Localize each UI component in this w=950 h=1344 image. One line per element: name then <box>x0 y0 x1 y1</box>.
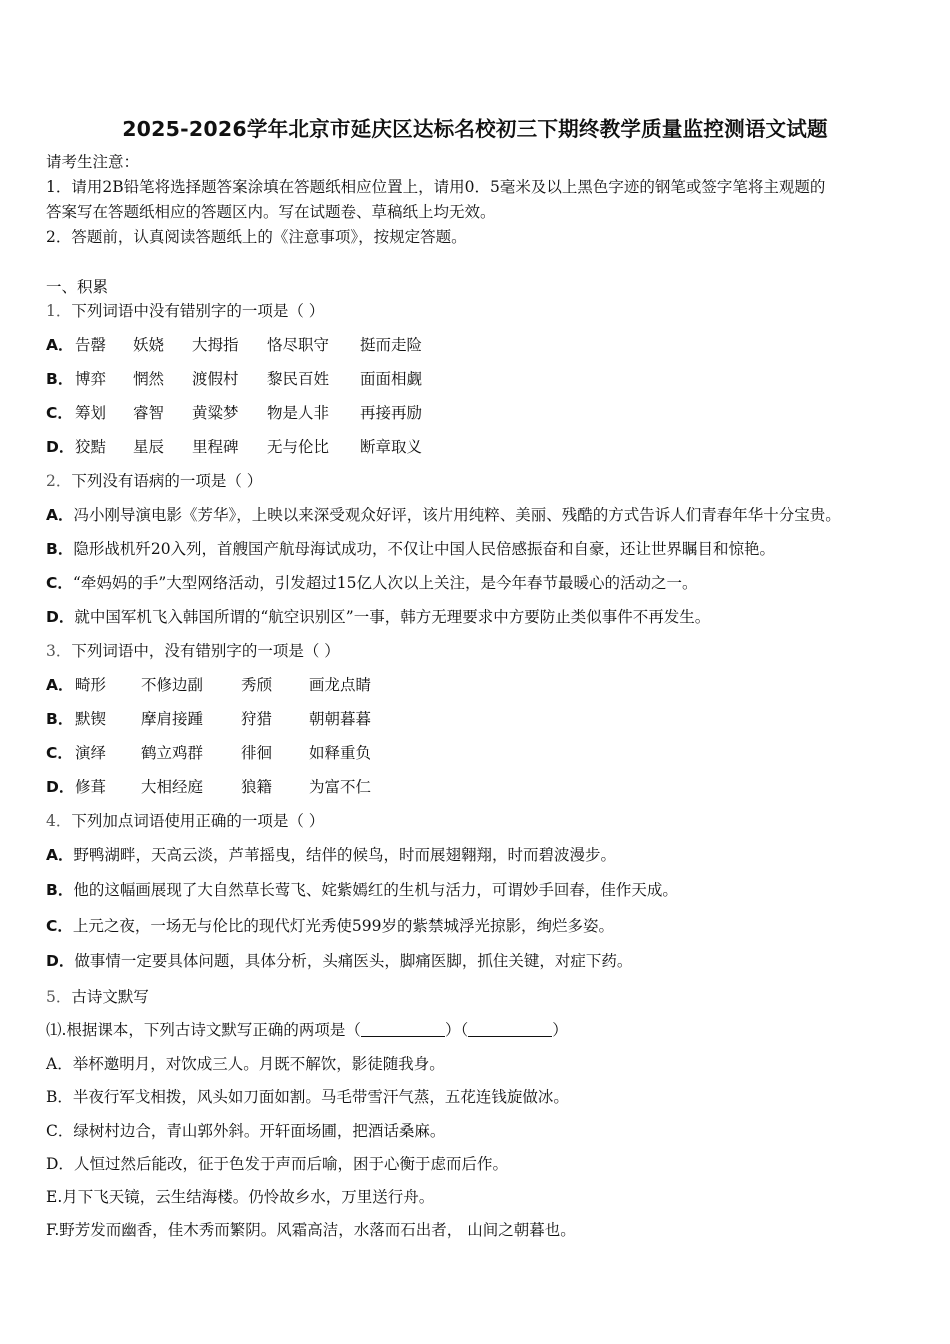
sub-question-separator: ）（ <box>444 1021 469 1039</box>
option-text: 冯小刚导演电影《芳华》，上映以来深受观众好评，该片用纯粹、美丽、残酷的方式告诉人们青春年华十分宝贵。 <box>73 506 841 524</box>
notice-line-3: 2．答题前，认真阅读答题纸上的《注意事项》，按规定答题。 <box>46 228 467 246</box>
option-word: 默锲 <box>75 710 107 728</box>
option-word: 面面相觑 <box>360 370 423 388</box>
option-word: 黎民百姓 <box>267 370 330 388</box>
option-text: 举杯邀明月，对饮成三人。月既不解饮，影徒随我身。 <box>72 1055 445 1073</box>
question-text: 古诗文默写 <box>71 988 149 1006</box>
question-2 <box>46 471 262 491</box>
q3-option-b <box>46 709 372 729</box>
option-word: 博弈 <box>75 370 107 388</box>
option-text: 野芳发而幽香，佳木秀而繁阴。风霜高洁，水落而石出者， 山间之朝暮也。 <box>59 1221 576 1239</box>
question-number: 4． <box>46 812 72 830</box>
q4-option-c <box>46 916 614 936</box>
question-number: 5． <box>46 988 72 1006</box>
exam-title: 2025-2026学年北京市延庆区达标名校初三下期终教学质量监控测语文试题 <box>122 117 828 141</box>
option-word: 断章取义 <box>360 438 423 456</box>
option-label: A． <box>46 676 74 694</box>
option-word: 无与伦比 <box>267 438 330 456</box>
sub-question-end: ） <box>552 1021 568 1039</box>
option-word: 演绎 <box>75 744 107 762</box>
option-text: 半夜行军戈相拨，风头如刀面如割。马毛带雪汗气蒸，五花连钱旋做冰。 <box>72 1088 569 1106</box>
option-text: 就中国军机飞入韩国所谓的“航空识别区”一事，韩方无理要求中方要防止类似事件不再发生。 <box>74 608 711 626</box>
q5-option-e <box>46 1187 434 1207</box>
option-text: 上元之夜，一场无与伦比的现代灯光秀使599岁的紫禁城浮光掠影，绚烂多姿。 <box>72 917 614 935</box>
option-word: 摩肩接踵 <box>141 710 204 728</box>
q1-option-a <box>46 335 423 355</box>
q5-option-a <box>46 1054 445 1074</box>
option-label: A． <box>46 1055 73 1073</box>
option-word: 里程碑 <box>192 438 239 456</box>
option-label: A． <box>46 506 74 524</box>
question-number: 1． <box>46 302 72 320</box>
option-label: C． <box>46 744 73 762</box>
option-word: 妖娆 <box>133 336 165 354</box>
answer-blank-1[interactable] <box>361 1022 445 1037</box>
option-label: D． <box>46 778 75 796</box>
notice-line-1: 1．请用2B铅笔将选择题答案涂填在答题纸相应位置上，请用0．5毫米及以上黑色字迹的钢笔或签字笔将主观题的 <box>46 178 826 196</box>
option-label: D． <box>46 608 75 626</box>
q1-option-c <box>46 403 423 423</box>
option-word: 狡黠 <box>75 438 107 456</box>
option-text: 月下飞天镜，云生结海楼。仍怜故乡水，万里送行舟。 <box>62 1188 435 1206</box>
option-label: C． <box>46 404 73 422</box>
option-word: 大相经庭 <box>141 778 204 796</box>
q3-option-a <box>46 675 372 695</box>
option-label: B． <box>46 881 74 899</box>
option-label: D． <box>46 1155 74 1173</box>
option-text: 野鸭湖畔，天高云淡，芦苇摇曳，结伴的候鸟，时而展翅翱翔，时而碧波漫步。 <box>73 846 617 864</box>
option-word: 渡假村 <box>192 370 239 388</box>
q4-option-a <box>46 845 616 865</box>
notice-heading: 请考生注意： <box>46 153 140 171</box>
option-word: 告罄 <box>75 336 107 354</box>
option-word: 画龙点睛 <box>309 676 372 694</box>
q5-sub-question-1 <box>46 1020 568 1040</box>
option-word: 秀颀 <box>241 676 273 694</box>
option-word: 不修边副 <box>141 676 204 694</box>
option-word: 睿智 <box>133 404 165 422</box>
q5-option-f <box>46 1220 576 1240</box>
option-label: F. <box>46 1221 60 1239</box>
option-label: A． <box>46 846 74 864</box>
section-heading: 一、积累 <box>46 278 109 296</box>
option-word: 狼籍 <box>241 778 273 796</box>
q2-option-b <box>46 539 775 559</box>
question-number: 3． <box>46 642 72 660</box>
option-word: 为富不仁 <box>309 778 372 796</box>
sub-question-text: ⑴.根据课本，下列古诗文默写正确的两项是（ <box>46 1021 361 1039</box>
question-number: 2． <box>46 472 72 490</box>
option-label: C． <box>46 917 73 935</box>
option-word: 挺而走险 <box>360 336 423 354</box>
q5-option-c <box>46 1121 445 1141</box>
q1-option-b <box>46 369 423 389</box>
option-word: 黄粱梦 <box>192 404 239 422</box>
option-word: 惘然 <box>133 370 165 388</box>
question-1 <box>46 301 324 321</box>
question-text: 下列没有语病的一项是（ ） <box>71 472 263 490</box>
q1-option-d <box>46 437 423 457</box>
option-label: C． <box>46 574 73 592</box>
option-text: “牵妈妈的手”大型网络活动，引发超过15亿人次以上关注，是今年春节最暖心的活动之一。 <box>72 574 698 592</box>
question-3 <box>46 641 340 661</box>
option-word: 如释重负 <box>309 744 372 762</box>
q2-option-c <box>46 573 697 593</box>
option-label: B． <box>46 1088 73 1106</box>
question-5 <box>46 987 149 1007</box>
answer-blank-2[interactable] <box>468 1022 552 1037</box>
option-word: 朝朝暮暮 <box>309 710 372 728</box>
option-word: 修葺 <box>75 778 107 796</box>
option-label: B． <box>46 370 74 388</box>
option-label: B． <box>46 710 74 728</box>
option-text: 做事情一定要具体问题，具体分析，头痛医头，脚痛医脚，抓住关键，对症下药。 <box>74 952 633 970</box>
option-word: 鹤立鸡群 <box>141 744 204 762</box>
question-text: 下列加点词语使用正确的一项是（ ） <box>71 812 325 830</box>
q2-option-a <box>46 505 841 525</box>
question-text: 下列词语中，没有错别字的一项是（ ） <box>71 642 340 660</box>
notice-line-2: 答案写在答题纸相应的答题区内。写在试题卷、草稿纸上均无效。 <box>46 203 496 221</box>
q2-option-d <box>46 607 710 627</box>
q5-option-b <box>46 1087 569 1107</box>
option-word: 恪尽职守 <box>267 336 330 354</box>
option-word: 狩猎 <box>241 710 273 728</box>
q5-option-d <box>46 1154 508 1174</box>
q3-option-c <box>46 743 372 763</box>
option-label: E. <box>46 1188 63 1206</box>
option-word: 筹划 <box>75 404 107 422</box>
option-text: 隐形战机歼20入列，首艘国产航母海试成功，不仅让中国人民倍感振奋和自豪，还让世界瞩目和惊艳。 <box>73 540 776 558</box>
option-label: C． <box>46 1122 74 1140</box>
option-text: 绿树村边合，青山郭外斜。开轩面场圃，把酒话桑麻。 <box>73 1122 446 1140</box>
question-text: 下列词语中没有错别字的一项是（ ） <box>71 302 325 320</box>
q4-option-b <box>46 880 678 900</box>
q3-option-d <box>46 777 372 797</box>
option-word: 大拇指 <box>192 336 239 354</box>
option-label: D． <box>46 952 75 970</box>
option-word: 再接再励 <box>360 404 423 422</box>
question-4 <box>46 811 324 831</box>
option-word: 物是人非 <box>267 404 330 422</box>
option-label: B． <box>46 540 74 558</box>
option-word: 畸形 <box>75 676 107 694</box>
option-word: 星辰 <box>133 438 165 456</box>
option-label: A． <box>46 336 74 354</box>
q4-option-d <box>46 951 632 971</box>
option-word: 徘徊 <box>241 744 273 762</box>
option-label: D． <box>46 438 75 456</box>
option-text: 他的这幅画展现了大自然草长莺飞、姹紫嫣红的生机与活力，可谓妙手回春，佳作天成。 <box>73 881 678 899</box>
option-text: 人恒过然后能改，征于色发于声而后喻，困于心衡于虑而后作。 <box>73 1155 508 1173</box>
